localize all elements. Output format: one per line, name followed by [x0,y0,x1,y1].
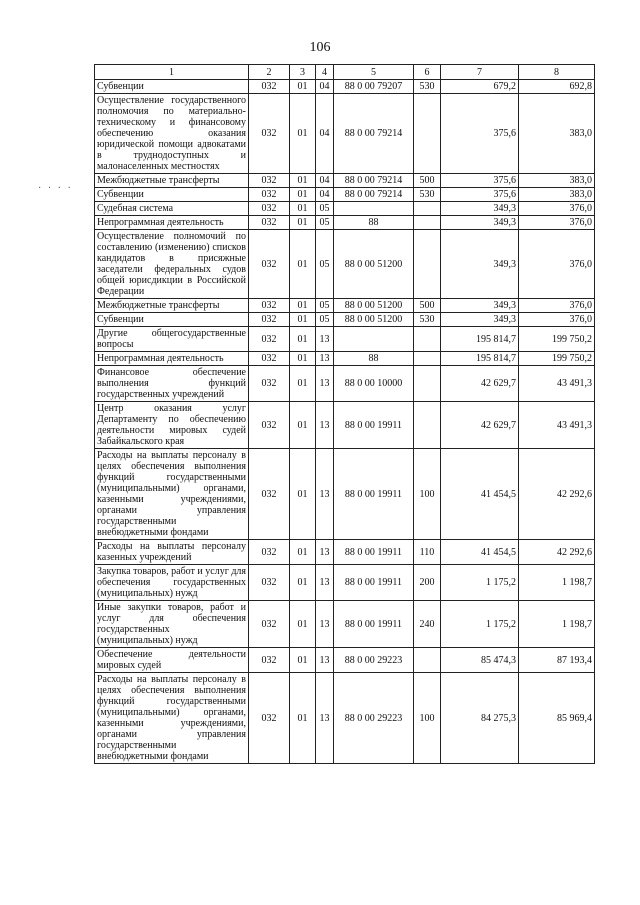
code-5 [334,202,414,216]
code-2: 032 [249,565,290,601]
code-5: 88 0 00 51200 [334,299,414,313]
code-2: 032 [249,216,290,230]
code-3: 01 [290,449,316,540]
table-row [95,366,595,402]
row-name: Другие общегосударственные вопросы [95,327,249,352]
amount-8: 376,0 [519,230,595,299]
table-row [95,299,595,313]
amount-7: 349,3 [441,230,519,299]
code-4: 13 [316,565,334,601]
code-5: 88 0 00 19911 [334,565,414,601]
code-5: 88 0 00 51200 [334,313,414,327]
code-2: 032 [249,352,290,366]
table-row [95,216,595,230]
code-4: 13 [316,352,334,366]
table-row [95,174,595,188]
table-row [95,402,595,449]
code-4: 05 [316,299,334,313]
row-name: Центр оказания услуг Департаменту по обеспечению деятельности мировых судей Забайкальского края [95,402,249,449]
row-name: Обеспечение деятельности мировых судей [95,648,249,673]
code-4: 13 [316,601,334,648]
code-4: 05 [316,216,334,230]
amount-8: 43 491,3 [519,402,595,449]
code-2: 032 [249,540,290,565]
code-2: 032 [249,188,290,202]
code-3: 01 [290,216,316,230]
row-name: Непрограммная деятельность [95,216,249,230]
code-2: 032 [249,449,290,540]
code-5 [334,327,414,352]
table-row [95,188,595,202]
amount-8: 692,8 [519,80,595,94]
amount-7: 375,6 [441,174,519,188]
amount-7: 375,6 [441,94,519,174]
amount-8: 376,0 [519,313,595,327]
code-2: 032 [249,402,290,449]
code-6 [414,648,441,673]
code-3: 01 [290,565,316,601]
row-name: Субвенции [95,188,249,202]
row-name: Осуществление полномочий по составлению (изменению) списков кандидатов в присяжные заседатели федеральных судов общей юрисдикции в Российской Федерации [95,230,249,299]
code-3: 01 [290,648,316,673]
amount-8: 376,0 [519,299,595,313]
table-row [95,313,595,327]
header-cell: 6 [414,65,441,80]
code-5: 88 0 00 79207 [334,80,414,94]
code-6 [414,216,441,230]
table-row [95,94,595,174]
code-5: 88 [334,352,414,366]
code-6: 500 [414,174,441,188]
amount-8: 383,0 [519,188,595,202]
code-4: 13 [316,327,334,352]
code-5: 88 [334,216,414,230]
header-cell: 8 [519,65,595,80]
code-5: 88 0 00 19911 [334,402,414,449]
code-2: 032 [249,299,290,313]
table-row [95,80,595,94]
code-2: 032 [249,94,290,174]
row-name: Осуществление государственного полномочия по материально-техническому и финансовому обеспечению оказания юридической помощи адвокатами в труднодоступных и малонаселенных местностях [95,94,249,174]
amount-8: 85 969,4 [519,673,595,764]
row-name: Судебная система [95,202,249,216]
code-3: 01 [290,188,316,202]
code-4: 13 [316,648,334,673]
amount-7: 42 629,7 [441,366,519,402]
row-name: Субвенции [95,80,249,94]
code-2: 032 [249,601,290,648]
code-3: 01 [290,327,316,352]
code-2: 032 [249,648,290,673]
code-6: 530 [414,313,441,327]
code-6: 100 [414,673,441,764]
amount-8: 42 292,6 [519,449,595,540]
code-4: 13 [316,402,334,449]
code-4: 13 [316,673,334,764]
code-2: 032 [249,327,290,352]
code-4: 04 [316,174,334,188]
code-5: 88 0 00 79214 [334,188,414,202]
budget-table [94,64,595,764]
amount-7: 85 474,3 [441,648,519,673]
code-6: 530 [414,80,441,94]
code-3: 01 [290,402,316,449]
amount-7: 195 814,7 [441,352,519,366]
code-2: 032 [249,673,290,764]
amount-7: 349,3 [441,313,519,327]
header-cell: 1 [95,65,249,80]
row-name: Межбюджетные трансферты [95,299,249,313]
row-name: Расходы на выплаты персоналу казенных учреждений [95,540,249,565]
amount-7: 349,3 [441,299,519,313]
code-3: 01 [290,601,316,648]
code-6: 500 [414,299,441,313]
row-name: Расходы на выплаты персоналу в целях обеспечения выполнения функций государственными (муниципальными) органами, казенными учреждениями, органами управления государственными внебюджетными фондами [95,673,249,764]
amount-8: 376,0 [519,216,595,230]
code-5: 88 0 00 79214 [334,94,414,174]
code-4: 13 [316,449,334,540]
header-cell: 7 [441,65,519,80]
amount-8: 1 198,7 [519,601,595,648]
row-name: Закупка товаров, работ и услуг для обеспечения государственных (муниципальных) нужд [95,565,249,601]
table-row [95,352,595,366]
amount-8: 383,0 [519,94,595,174]
table-row [95,230,595,299]
amount-8: 1 198,7 [519,565,595,601]
code-6 [414,202,441,216]
code-5: 88 0 00 19911 [334,540,414,565]
code-6: 100 [414,449,441,540]
code-4: 04 [316,80,334,94]
code-4: 13 [316,366,334,402]
code-5: 88 0 00 19911 [334,601,414,648]
table-row [95,565,595,601]
code-4: 05 [316,202,334,216]
code-6 [414,327,441,352]
code-3: 01 [290,80,316,94]
amount-8: 43 491,3 [519,366,595,402]
amount-8: 199 750,2 [519,352,595,366]
row-name: Финансовое обеспечение выполнения функций государственных учреждений [95,366,249,402]
code-2: 032 [249,202,290,216]
code-3: 01 [290,352,316,366]
header-cell: 4 [316,65,334,80]
code-4: 04 [316,94,334,174]
amount-7: 41 454,5 [441,540,519,565]
code-3: 01 [290,540,316,565]
code-2: 032 [249,313,290,327]
table-row [95,449,595,540]
page-number: 106 [309,40,331,55]
amount-8: 383,0 [519,174,595,188]
code-4: 05 [316,230,334,299]
amount-7: 1 175,2 [441,601,519,648]
code-3: 01 [290,313,316,327]
amount-7: 679,2 [441,80,519,94]
amount-7: 84 275,3 [441,673,519,764]
code-3: 01 [290,366,316,402]
header-cell: 2 [249,65,290,80]
amount-7: 375,6 [441,188,519,202]
amount-8: 199 750,2 [519,327,595,352]
row-name: Субвенции [95,313,249,327]
code-6 [414,366,441,402]
amount-7: 349,3 [441,216,519,230]
table-row [95,648,595,673]
row-name: Непрограммная деятельность [95,352,249,366]
code-4: 05 [316,313,334,327]
code-6 [414,352,441,366]
row-name: Иные закупки товаров, работ и услуг для обеспечения государственных (муниципальных) нужд [95,601,249,648]
code-3: 01 [290,94,316,174]
code-3: 01 [290,174,316,188]
code-3: 01 [290,299,316,313]
amount-8: 87 193,4 [519,648,595,673]
code-2: 032 [249,366,290,402]
amount-7: 195 814,7 [441,327,519,352]
code-6: 200 [414,565,441,601]
code-2: 032 [249,230,290,299]
amount-8: 42 292,6 [519,540,595,565]
code-4: 13 [316,540,334,565]
code-5: 88 0 00 51200 [334,230,414,299]
table-row [95,673,595,764]
code-6 [414,94,441,174]
code-5: 88 0 00 29223 [334,648,414,673]
table-row [95,540,595,565]
table-row [95,202,595,216]
code-6: 110 [414,540,441,565]
code-6: 530 [414,188,441,202]
code-5: 88 0 00 10000 [334,366,414,402]
amount-7: 41 454,5 [441,449,519,540]
code-4: 04 [316,188,334,202]
code-5: 88 0 00 19911 [334,449,414,540]
table-header [95,65,595,80]
header-cell: 3 [290,65,316,80]
code-6 [414,230,441,299]
code-2: 032 [249,80,290,94]
code-3: 01 [290,202,316,216]
row-name: Межбюджетные трансферты [95,174,249,188]
code-6: 240 [414,601,441,648]
amount-8: 376,0 [519,202,595,216]
code-5: 88 0 00 79214 [334,174,414,188]
amount-7: 1 175,2 [441,565,519,601]
code-3: 01 [290,673,316,764]
amount-7: 42 629,7 [441,402,519,449]
row-name: Расходы на выплаты персоналу в целях обеспечения выполнения функций государственными (муниципальными) органами, казенными учреждениями, органами управления государственными внебюджетными фондами [95,449,249,540]
code-5: 88 0 00 29223 [334,673,414,764]
amount-7: 349,3 [441,202,519,216]
header-cell: 5 [334,65,414,80]
table-row [95,327,595,352]
margin-dots: · · · · [38,183,73,194]
code-6 [414,402,441,449]
code-3: 01 [290,230,316,299]
table-row [95,601,595,648]
code-2: 032 [249,174,290,188]
